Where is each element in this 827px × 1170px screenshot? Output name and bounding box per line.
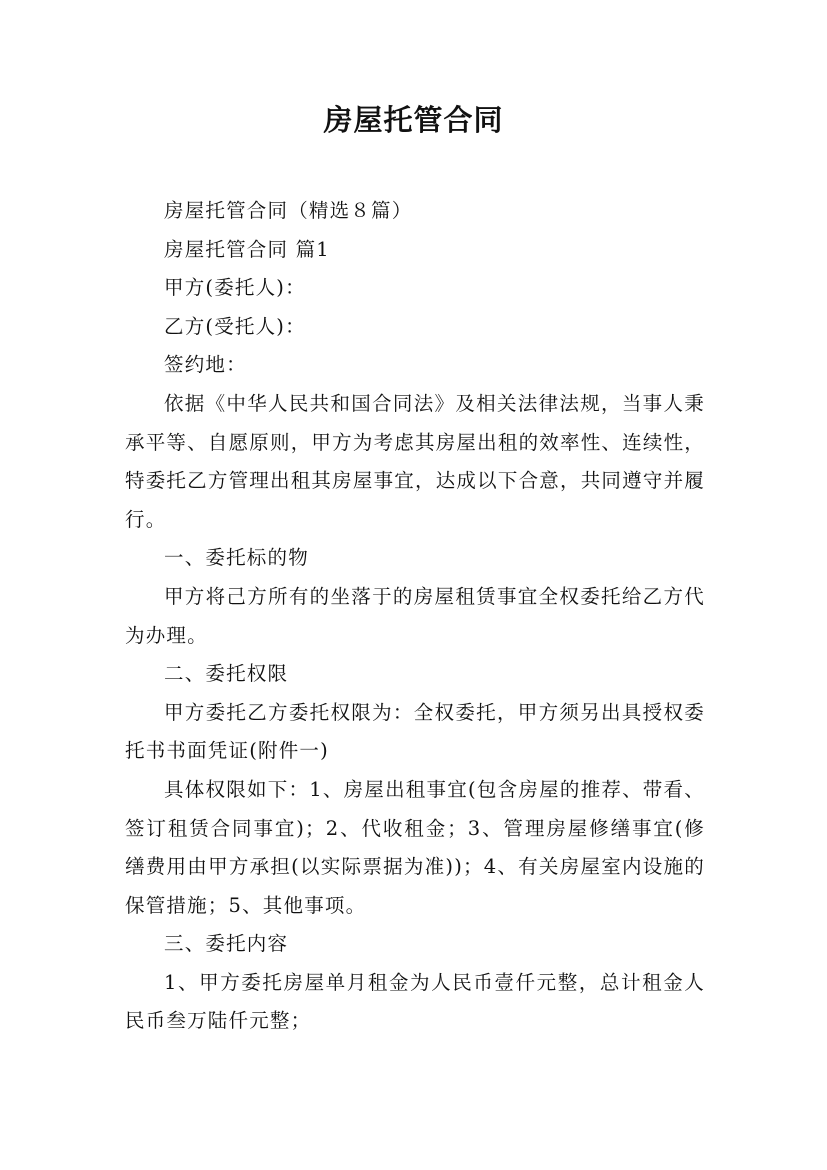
paragraph-heading-3: 三、委托内容 bbox=[164, 932, 289, 956]
paragraph-clause-1: 甲方将己方所有的坐落于的房屋租赁事宜全权委托给乙方代为办理。 bbox=[125, 584, 705, 647]
paragraph-signing-place: 签约地： bbox=[164, 353, 247, 377]
paragraph-clause-2: 甲方委托乙方委托权限为：全权委托，甲方须另出具授权委托书书面凭证(附件一) bbox=[125, 700, 705, 763]
paragraph-preamble: 依据《中华人民共和国合同法》及相关法律法规，当事人秉承平等、自愿原则，甲方为考虑其房屋出租的效率性、连续性，特委托乙方管理出租其房屋事宜，达成以下合意，共同遵守并履行。 bbox=[125, 391, 705, 531]
paragraph-clause-3-1: 1、甲方委托房屋单月租金为人民币壹仟元整，总计租金人民币叁万陆仟元整； bbox=[125, 970, 705, 1033]
paragraph-party-b: 乙方(受托人)： bbox=[164, 314, 306, 338]
paragraph-clause-2-details: 具体权限如下：1、房屋出租事宜(包含房屋的推荐、带看、签订租赁合同事宜)；2、代收租金；3、管理房屋修缮事宜(修缮费用由甲方承担(以实际票据为准))；4、有关房屋室内设施的保管措施；5、其他事项。 bbox=[125, 777, 705, 917]
paragraph-heading-2: 二、委托权限 bbox=[164, 662, 289, 686]
paragraph-party-a: 甲方(委托人)： bbox=[164, 276, 306, 300]
document-title: 房屋托管合同 bbox=[323, 103, 504, 137]
paragraph-heading-1: 一、委托标的物 bbox=[164, 546, 309, 570]
document-body bbox=[125, 192, 705, 1041]
paragraph-section-heading: 房屋托管合同 篇1 bbox=[164, 237, 330, 261]
paragraph-subtitle: 房屋托管合同（精选８篇） bbox=[164, 199, 413, 222]
